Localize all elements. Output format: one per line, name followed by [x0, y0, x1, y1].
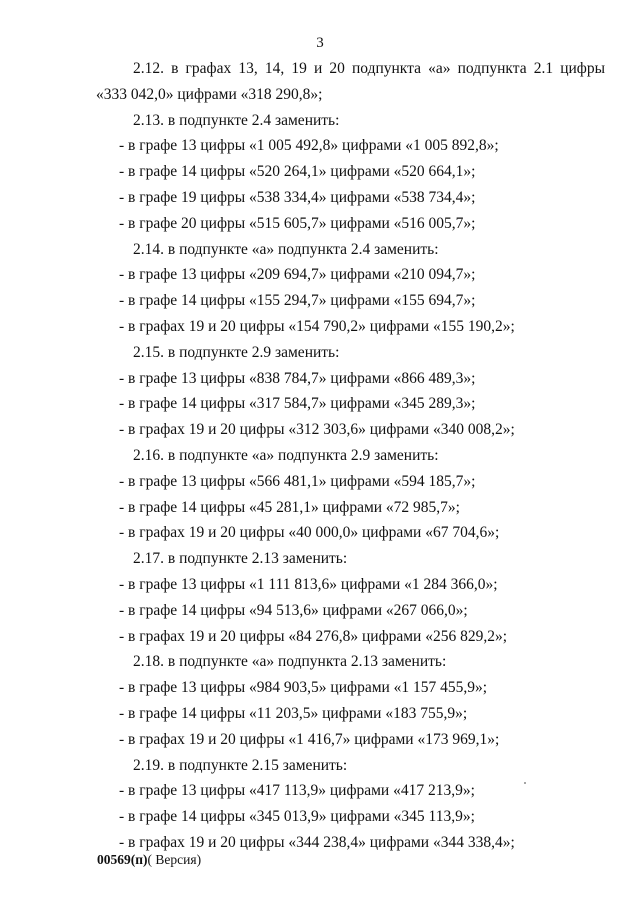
list-item: - в графе 13 цифры «566 481,1» цифрами «594 185,7»; [119, 472, 476, 490]
list-item: - в графе 14 цифры «11 203,5» цифрами «183 755,9»; [119, 704, 468, 722]
list-item: - в графах 19 и 20 цифры «154 790,2» цифрами «155 190,2»; [119, 317, 515, 335]
list-item: - в графе 14 цифры «345 013,9» цифрами «345 113,9»; [119, 808, 475, 826]
paragraph-2-19: 2.19. в подпункте 2.15 заменить: [133, 756, 348, 774]
list-item: - в графе 13 цифры «838 784,7» цифрами «866 489,3»; [119, 369, 476, 387]
paragraph-2-12: 2.12. в графах 13, 14, 19 и 20 подпункта «а» подпункта 2.1 цифры [133, 60, 605, 77]
list-item: - в графе 13 цифры «209 694,7» цифрами «210 094,7»; [119, 266, 476, 284]
paragraph-2-14: 2.14. в подпункте «а» подпункта 2.4 заменить: [133, 240, 439, 258]
version-label: ( Версия) [147, 852, 202, 867]
list-item: - в графе 19 цифры «538 334,4» цифрами «538 734,4»; [119, 188, 476, 206]
list-item: - в графах 19 и 20 цифры «312 303,6» цифрами «340 008,2»; [119, 421, 515, 439]
scan-speck [524, 782, 526, 784]
page-number: 3 [316, 35, 324, 51]
paragraph-2-15: 2.15. в подпункте 2.9 заменить: [133, 343, 340, 361]
list-item: - в графах 19 и 20 цифры «1 416,7» цифрами «173 969,1»; [119, 730, 500, 748]
document-code: 00569(п) [97, 852, 148, 867]
list-item: - в графе 13 цифры «417 113,9» цифрами «417 213,9»; [119, 782, 475, 800]
list-item: - в графе 20 цифры «515 605,7» цифрами «516 005,7»; [119, 214, 476, 232]
list-item: - в графах 19 и 20 цифры «40 000,0» цифрами «67 704,6»; [119, 524, 500, 542]
paragraph-2-16: 2.16. в подпункте «а» подпункта 2.9 заменить: [133, 446, 439, 464]
list-item: - в графе 13 цифры «1 111 813,6» цифрами «1 284 366,0»; [119, 575, 498, 593]
paragraph-2-12-continuation: «333 042,0» цифрами «318 290,8»; [96, 85, 323, 103]
list-item: - в графе 14 цифры «520 264,1» цифрами «520 664,1»; [119, 163, 476, 181]
list-item: - в графе 14 цифры «45 281,1» цифрами «72 985,7»; [119, 498, 460, 516]
list-item: - в графах 19 и 20 цифры «344 238,4» цифрами «344 338,4»; [119, 833, 515, 851]
document-footer [97, 852, 201, 868]
list-item: - в графе 14 цифры «317 584,7» цифрами «345 289,3»; [119, 395, 476, 413]
paragraph-2-13: 2.13. в подпункте 2.4 заменить: [133, 111, 340, 129]
document-body [0, 56, 640, 856]
list-item: - в графе 14 цифры «94 513,6» цифрами «267 066,0»; [119, 601, 468, 619]
paragraph-2-17: 2.17. в подпункте 2.13 заменить: [133, 550, 348, 568]
list-item: - в графах 19 и 20 цифры «84 276,8» цифрами «256 829,2»; [119, 627, 508, 645]
list-item: - в графе 14 цифры «155 294,7» цифрами «155 694,7»; [119, 292, 476, 310]
list-item: - в графе 13 цифры «1 005 492,8» цифрами «1 005 892,8»; [119, 137, 499, 155]
paragraph-2-18: 2.18. в подпункте «а» подпункта 2.13 заменить: [133, 653, 447, 671]
list-item: - в графе 13 цифры «984 903,5» цифрами «1 157 455,9»; [119, 679, 488, 697]
